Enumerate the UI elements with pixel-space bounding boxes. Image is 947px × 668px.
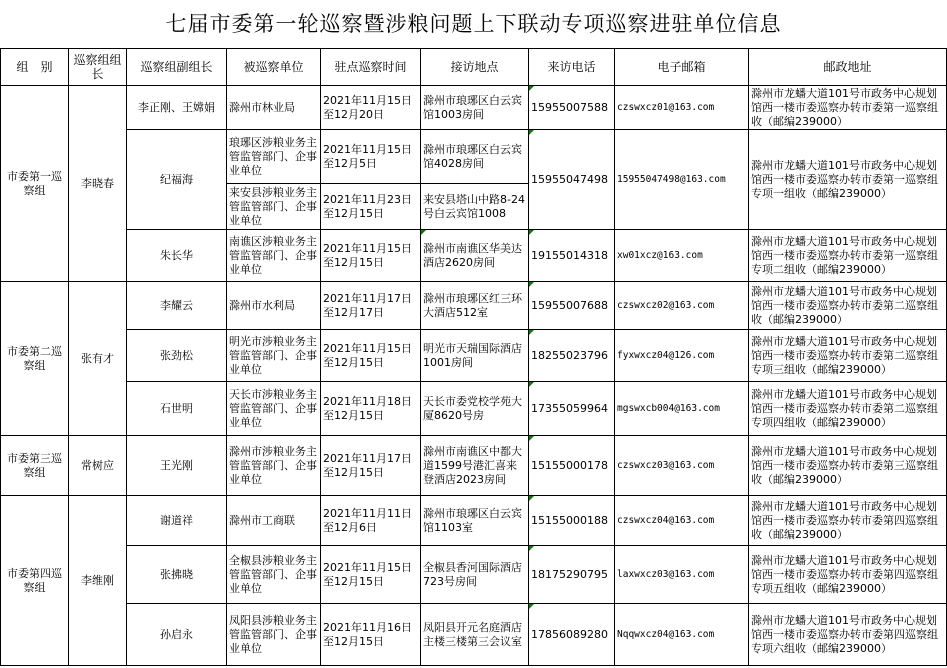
group-name: 市委第二巡察组 bbox=[1, 282, 69, 436]
place: 滁州市琅琊区红三环大酒店512室 bbox=[421, 282, 529, 330]
place: 来安县塔山中路8-24号白云宾馆1008 bbox=[421, 184, 529, 230]
table-row bbox=[1, 546, 947, 604]
time: 2021年11月11日至12月6日 bbox=[321, 496, 421, 546]
group-leader: 张有才 bbox=[69, 282, 127, 436]
address: 滁州市龙蟠大道101号市政务中心规划馆西一楼市委巡察办转市委第一巡察组收（邮编239000） bbox=[749, 86, 947, 130]
time: 2021年11月18日至12月15日 bbox=[321, 382, 421, 436]
group-name: 市委第四巡察组 bbox=[1, 496, 69, 666]
phone: 15155000178 bbox=[529, 436, 615, 496]
time: 2021年11月15日至12月15日 bbox=[321, 546, 421, 604]
email: czswxcz04@163.com bbox=[615, 496, 749, 546]
deputy: 石世明 bbox=[127, 382, 227, 436]
address: 滁州市龙蟠大道101号市政务中心规划馆西一楼市委巡察办转市委第四巡察组专项五组收（邮编239000） bbox=[749, 546, 947, 604]
time: 2021年11月15日至12月5日 bbox=[321, 130, 421, 184]
address: 滁州市龙蟠大道101号市政务中心规划馆西一楼市委巡察办转市委第一巡察组专项二组收（邮编239000） bbox=[749, 230, 947, 282]
unit: 滁州市水利局 bbox=[227, 282, 321, 330]
place: 滁州市琅琊区白云宾馆1003房间 bbox=[421, 86, 529, 130]
header-time: 驻点巡察时间 bbox=[321, 49, 421, 86]
time: 2021年11月15日至12月20日 bbox=[321, 86, 421, 130]
unit: 滁州市涉粮业务主管监管部门、企事业单位 bbox=[227, 436, 321, 496]
deputy: 朱长华 bbox=[127, 230, 227, 282]
phone: 15955047498 bbox=[529, 130, 615, 230]
header-address: 邮政地址 bbox=[749, 49, 947, 86]
email: fyxwxcz04@126.com bbox=[615, 330, 749, 382]
deputy: 李耀云 bbox=[127, 282, 227, 330]
table-row bbox=[1, 436, 947, 496]
address: 滁州市龙蟠大道101号市政务中心规划馆西一楼市委巡察办转市委第二巡察组收（邮编239000） bbox=[749, 282, 947, 330]
table-row bbox=[1, 330, 947, 382]
header-place: 接访地点 bbox=[421, 49, 529, 86]
address: 滁州市龙蟠大道101号市政务中心规划馆西一楼市委巡察办转市委第四巡察组专项六组收（邮编239000） bbox=[749, 604, 947, 666]
unit: 明光市涉粮业务主管监管部门、企事业单位 bbox=[227, 330, 321, 382]
phone: 15955007688 bbox=[529, 282, 615, 330]
table-row bbox=[1, 86, 947, 130]
phone: 18255023796 bbox=[529, 330, 615, 382]
place: 凤阳县开元名庭酒店主楼三楼第三会议室 bbox=[421, 604, 529, 666]
header-row bbox=[1, 49, 947, 86]
unit: 南谯区涉粮业务主管监管部门、企事业单位 bbox=[227, 230, 321, 282]
place: 全椒县香河国际酒店723号房间 bbox=[421, 546, 529, 604]
time: 2021年11月15日至12月15日 bbox=[321, 230, 421, 282]
table-row bbox=[1, 282, 947, 330]
place: 滁州市琅琊区白云宾馆1103室 bbox=[421, 496, 529, 546]
time: 2021年11月15日至12月15日 bbox=[321, 330, 421, 382]
table-row bbox=[1, 230, 947, 282]
deputy: 纪福海 bbox=[127, 130, 227, 230]
table-row bbox=[1, 130, 947, 184]
header-unit: 被巡察单位 bbox=[227, 49, 321, 86]
unit: 天长市涉粮业务主管监管部门、企事业单位 bbox=[227, 382, 321, 436]
deputy: 王光刚 bbox=[127, 436, 227, 496]
place: 天长市委党校学苑大厦8620号房 bbox=[421, 382, 529, 436]
table-row bbox=[1, 496, 947, 546]
place: 滁州市南谯区中都大道1599号港汇喜来登酒店2023房间 bbox=[421, 436, 529, 496]
email: czswxcz02@163.com bbox=[615, 282, 749, 330]
group-name: 市委第三巡察组 bbox=[1, 436, 69, 496]
table-row bbox=[1, 382, 947, 436]
time: 2021年11月16日至12月15日 bbox=[321, 604, 421, 666]
place: 滁州市南谯区华美达酒店2620房间 bbox=[421, 230, 529, 282]
phone: 15155000188 bbox=[529, 496, 615, 546]
deputy: 张劲松 bbox=[127, 330, 227, 382]
unit: 滁州市林业局 bbox=[227, 86, 321, 130]
time: 2021年11月17日至12月15日 bbox=[321, 436, 421, 496]
address: 滁州市龙蟠大道101号市政务中心规划馆西一楼市委巡察办转市委第二巡察组专项三组收（邮编239000） bbox=[749, 330, 947, 382]
unit: 凤阳县涉粮业务主管监管部门、企事业单位 bbox=[227, 604, 321, 666]
email: laxwxcz03@163.com bbox=[615, 546, 749, 604]
unit: 全椒县涉粮业务主管监管部门、企事业单位 bbox=[227, 546, 321, 604]
email: xw01xcz@163.com bbox=[615, 230, 749, 282]
email: mgswxcb004@163.com bbox=[615, 382, 749, 436]
header-leader: 巡察组组长 bbox=[69, 49, 127, 86]
table-row bbox=[1, 604, 947, 666]
header-phone: 来访电话 bbox=[529, 49, 615, 86]
address: 滁州市龙蟠大道101号市政务中心规划馆西一楼市委巡察办转市委第三巡察组收（邮编239000） bbox=[749, 436, 947, 496]
address: 滁州市龙蟠大道101号市政务中心规划馆西一楼市委巡察办转市委第二巡察组专项四组收（邮编239000） bbox=[749, 382, 947, 436]
header-deputy: 巡察组副组长 bbox=[127, 49, 227, 86]
place: 明光市天瑞国际酒店1001房间 bbox=[421, 330, 529, 382]
address: 滁州市龙蟠大道101号市政务中心规划馆西一楼市委巡察办转市委第一巡察组专项一组收（邮编239000） bbox=[749, 130, 947, 230]
deputy: 张拂晓 bbox=[127, 546, 227, 604]
deputy: 李正刚、王嫦娟 bbox=[127, 86, 227, 130]
place: 滁州市琅琊区白云宾馆4028房间 bbox=[421, 130, 529, 184]
phone: 19155014318 bbox=[529, 230, 615, 282]
time: 2021年11月23日至12月15日 bbox=[321, 184, 421, 230]
group-leader: 常树应 bbox=[69, 436, 127, 496]
phone: 17355059964 bbox=[529, 382, 615, 436]
group-leader: 李维刚 bbox=[69, 496, 127, 666]
time: 2021年11月17日至12月17日 bbox=[321, 282, 421, 330]
phone: 18175290795 bbox=[529, 546, 615, 604]
inspection-table bbox=[0, 48, 947, 666]
page-title: 七届市委第一轮巡察暨涉粮问题上下联动专项巡察进驻单位信息 bbox=[165, 12, 782, 36]
address: 滁州市龙蟠大道101号市政务中心规划馆西一楼市委巡察办转市委第四巡察组收（邮编239000） bbox=[749, 496, 947, 546]
email: 15955047498@163.com bbox=[615, 130, 749, 230]
group-name: 市委第一巡察组 bbox=[1, 86, 69, 282]
deputy: 谢道祥 bbox=[127, 496, 227, 546]
phone: 17856089280 bbox=[529, 604, 615, 666]
email: czswxcz03@163.com bbox=[615, 436, 749, 496]
email: czswxcz01@163.com bbox=[615, 86, 749, 130]
group-leader: 李晓春 bbox=[69, 86, 127, 282]
header-email: 电子邮箱 bbox=[615, 49, 749, 86]
phone: 15955007588 bbox=[529, 86, 615, 130]
unit: 来安县涉粮业务主管监管部门、企事业单位 bbox=[227, 184, 321, 230]
unit: 滁州市工商联 bbox=[227, 496, 321, 546]
header-group: 组 别 bbox=[1, 49, 69, 86]
email: Nqqwxcz04@163.com bbox=[615, 604, 749, 666]
deputy: 孙启永 bbox=[127, 604, 227, 666]
unit: 琅琊区涉粮业务主管监管部门、企事业单位 bbox=[227, 130, 321, 184]
